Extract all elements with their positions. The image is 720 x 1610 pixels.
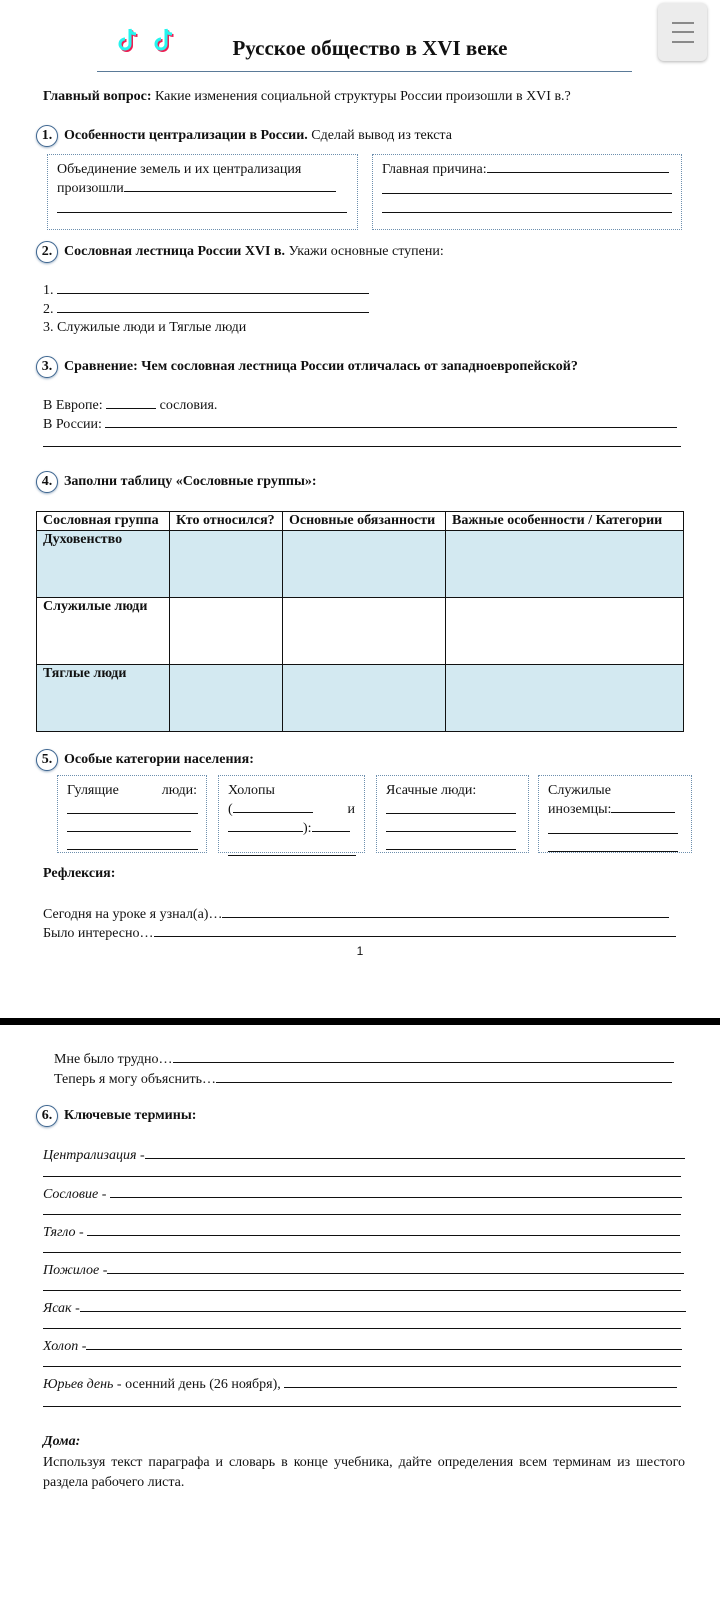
section-6-title: Ключевые термины: — [64, 1108, 197, 1124]
term-name: Сословие — [43, 1187, 99, 1202]
term-name: Юрьев день — [43, 1377, 114, 1392]
reflection-prompt: Было интересно… — [43, 926, 154, 941]
category-box-foreigners[interactable] — [538, 775, 692, 853]
russia-line — [43, 415, 677, 433]
europe-suffix: сословия. — [156, 398, 218, 413]
section-number-badge: 6. — [36, 1105, 58, 1127]
table-cell[interactable] — [446, 531, 684, 598]
column-header: Сословная группа — [37, 512, 170, 531]
term-line — [43, 1185, 682, 1203]
answer-blank[interactable] — [548, 833, 678, 834]
section-2-title: Сословная лестница России XVI в. — [64, 244, 286, 260]
table-header-row — [37, 512, 684, 531]
russia-label: В России: — [43, 417, 102, 432]
ladder-item — [43, 281, 369, 299]
reflection-prompt: Теперь я могу объяснить… — [54, 1072, 217, 1087]
answer-blank[interactable] — [67, 813, 198, 814]
box-text: Объединение земель и их централизация — [57, 162, 302, 177]
answer-blank[interactable] — [67, 849, 198, 850]
reflection-line — [54, 1050, 674, 1068]
answer-blank[interactable] — [57, 300, 369, 313]
reflection-title: Рефлексия: — [43, 866, 116, 881]
box-text: ): — [303, 821, 312, 836]
term-dash: - — [98, 1187, 110, 1202]
box-text: Главная причина: — [382, 162, 487, 177]
term-name: Ясак — [43, 1301, 72, 1316]
section-1-heading — [36, 125, 452, 147]
answer-blank[interactable] — [43, 1176, 681, 1177]
section-number-badge: 1. — [36, 125, 58, 147]
section-5-title: Особые категории населения: — [64, 752, 254, 768]
answer-blank[interactable] — [386, 849, 516, 850]
box-text: Служилые — [548, 783, 611, 798]
term-name: Тягло — [43, 1225, 76, 1240]
answer-blank[interactable] — [386, 831, 516, 832]
section-number-badge: 3. — [36, 356, 58, 378]
table-row — [37, 665, 684, 732]
reflection-prompt: Мне было трудно… — [54, 1052, 173, 1067]
table-cell[interactable] — [283, 531, 446, 598]
answer-blank[interactable] — [216, 1070, 672, 1083]
section-3-heading — [36, 356, 578, 378]
section-4-title: Заполни таблицу «Сословные группы»: — [64, 474, 317, 490]
answer-blank[interactable] — [284, 1375, 677, 1388]
term-name: Холоп — [43, 1339, 79, 1354]
answer-blank[interactable] — [110, 1185, 682, 1198]
row-header: Духовенство — [37, 531, 170, 598]
answer-blank[interactable] — [43, 1406, 681, 1407]
term-line — [43, 1261, 684, 1279]
term-line — [43, 1146, 685, 1164]
answer-blank[interactable] — [86, 1337, 682, 1350]
term-dash: - — [99, 1263, 108, 1278]
box-text: произошли — [57, 181, 124, 196]
reflection-prompt: Сегодня на уроке я узнал(а)… — [43, 907, 223, 922]
answer-blank[interactable] — [87, 1223, 680, 1236]
answer-blank[interactable] — [43, 1328, 681, 1329]
section-2-instruction: Укажи основные ступени: — [285, 244, 444, 260]
table-row — [37, 531, 684, 598]
main-question — [43, 89, 571, 105]
section-2-heading — [36, 241, 444, 263]
box-text: люди: — [161, 783, 197, 798]
table-cell[interactable] — [170, 531, 283, 598]
main-question-text: Какие изменения социальной структуры России произошли в XVI в.? — [151, 89, 571, 104]
box-text: и — [347, 802, 355, 817]
box-text: Ясачные люди: — [386, 783, 477, 798]
table-cell[interactable] — [446, 665, 684, 732]
section-3-title: Сравнение: Чем сословная лестница России отличалась от западноевропейской? — [64, 359, 578, 375]
category-box-serfs[interactable] — [218, 775, 365, 853]
box-text: ( — [228, 802, 233, 817]
answer-blank[interactable] — [611, 800, 675, 813]
column-header: Кто относился? — [170, 512, 283, 531]
ladder-item — [43, 300, 369, 318]
term-dash: - — [136, 1148, 145, 1163]
menu-button[interactable] — [658, 3, 707, 61]
box-text: Гулящие — [67, 783, 119, 798]
answer-blank[interactable] — [43, 446, 681, 447]
answer-blank[interactable] — [382, 193, 672, 194]
answer-blank[interactable] — [386, 813, 516, 814]
section-1-instruction: Сделай вывод из текста — [307, 128, 452, 144]
row-header: Служилые люди — [37, 598, 170, 665]
answer-blank[interactable] — [80, 1299, 686, 1312]
answer-blank[interactable] — [312, 819, 350, 832]
term-name: Централизация — [43, 1148, 137, 1163]
table-cell[interactable] — [283, 598, 446, 665]
box-text: Холопы — [228, 783, 275, 798]
main-question-label: Главный вопрос: — [43, 89, 152, 104]
term-name: Пожилое — [43, 1263, 100, 1278]
answer-blank[interactable] — [43, 1290, 681, 1291]
box-text: иноземцы: — [548, 802, 612, 817]
term-dash: - осенний день (26 ноября), — [113, 1377, 285, 1392]
answer-blank[interactable] — [106, 396, 156, 409]
answer-blank[interactable] — [67, 831, 191, 832]
answer-blank[interactable] — [43, 1252, 681, 1253]
page-title: Русское общество в XVI веке — [232, 36, 508, 60]
section-number-badge: 5. — [36, 749, 58, 771]
main-reason-box[interactable] — [372, 154, 682, 230]
answer-blank[interactable] — [487, 160, 669, 173]
section-number-badge: 2. — [36, 241, 58, 263]
page-number: 1 — [356, 944, 364, 958]
table-cell[interactable] — [170, 665, 283, 732]
section-1-title: Особенности централизации в России. — [64, 128, 308, 144]
answer-blank[interactable] — [228, 819, 303, 832]
reflection-line — [43, 924, 676, 942]
estate-groups-table — [36, 511, 684, 732]
ladder-item-number: 2. — [43, 302, 54, 317]
section-number-badge: 4. — [36, 471, 58, 493]
reflection-line — [43, 905, 669, 923]
table-row — [37, 598, 684, 665]
centralization-box[interactable] — [47, 154, 358, 230]
term-line — [43, 1223, 680, 1241]
ladder-item: 3. Служилые люди и Тяглые люди — [43, 320, 247, 335]
page-separator — [0, 1018, 720, 1025]
ladder-item-number: 1. — [43, 283, 54, 298]
category-box-wandering[interactable] — [57, 775, 207, 853]
row-header: Тяглые люди — [37, 665, 170, 732]
term-dash: - — [71, 1301, 80, 1316]
answer-blank[interactable] — [57, 212, 347, 213]
answer-blank[interactable] — [107, 1261, 684, 1274]
answer-blank[interactable] — [43, 1214, 681, 1215]
answer-blank[interactable] — [105, 415, 677, 428]
section-5-heading — [36, 749, 254, 771]
europe-label: В Европе: — [43, 398, 103, 413]
term-dash: - — [75, 1225, 88, 1240]
answer-blank[interactable] — [222, 905, 669, 918]
table-cell[interactable] — [283, 665, 446, 732]
title-underline — [97, 71, 632, 72]
answer-blank[interactable] — [154, 924, 676, 937]
answer-blank[interactable] — [233, 800, 313, 813]
answer-blank[interactable] — [173, 1050, 674, 1063]
answer-blank[interactable] — [57, 281, 369, 294]
section-4-heading — [36, 471, 317, 493]
section-6-heading — [36, 1105, 196, 1127]
category-box-yasak[interactable] — [376, 775, 529, 853]
table-cell[interactable] — [446, 598, 684, 665]
term-dash: - — [78, 1339, 87, 1354]
term-line — [43, 1337, 682, 1355]
answer-blank[interactable] — [382, 212, 672, 213]
term-line — [43, 1375, 677, 1393]
table-cell[interactable] — [170, 598, 283, 665]
answer-blank[interactable] — [548, 851, 678, 852]
reflection-line — [54, 1070, 672, 1088]
homework-text: Используя текст параграфа и словарь в конце учебника, дайте определения всем терминам из шестого раздела рабочего листа. — [43, 1455, 685, 1490]
answer-blank[interactable] — [228, 855, 356, 856]
europe-line — [43, 396, 217, 414]
column-header: Важные особенности / Категории — [446, 512, 684, 531]
column-header: Основные обязанности — [283, 512, 446, 531]
answer-blank[interactable] — [145, 1146, 685, 1159]
answer-blank[interactable] — [43, 1366, 681, 1367]
homework-title: Дома: — [43, 1434, 81, 1449]
answer-blank[interactable] — [124, 179, 336, 192]
term-line — [43, 1299, 686, 1317]
